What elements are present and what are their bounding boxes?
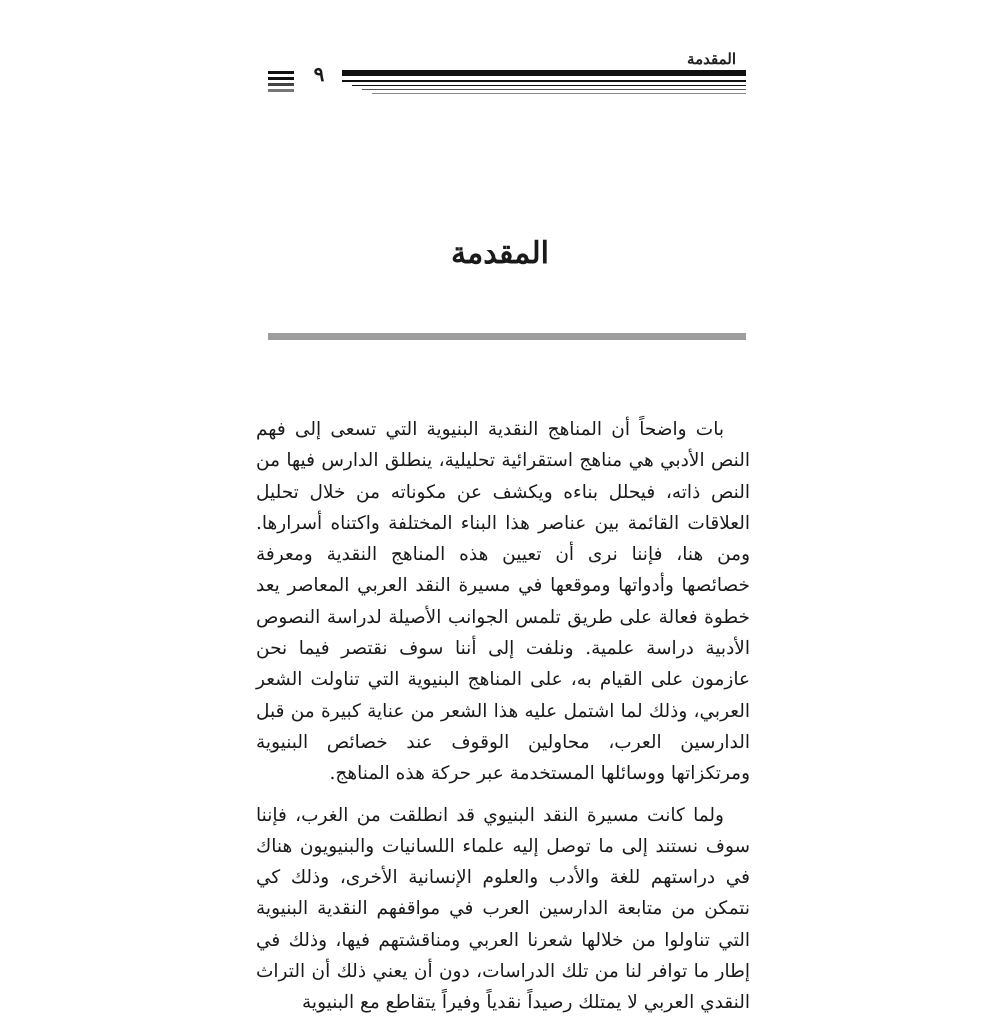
header-rule-line: [342, 80, 746, 82]
page-number: ٩: [313, 62, 325, 86]
paragraph: ولما كانت مسيرة النقد البنيوي قد انطلقت من الغرب، فإننا سوف نستند إلى ما توصل إليه علماء اللسانيات والبنيويون هناك في دراستهم للغة والأدب والعلوم الإنسانية الأخرى، وذلك كي نتمكن من متابعة الدارسين العرب في مواقفهم النقدية البنيوية التي تناولوا من خلالها شعرنا العربي ومناقشتهم فيها، وذلك في إطار ما توافر لنا من تلك الدراسات، دون أن يعني ذلك أن التراث النقدي العربي لا يمتلك رصيداً نقدياً وفيراً يتقاطع مع البنيوية: [256, 804, 750, 1014]
body-text: [256, 414, 750, 1019]
header-stripes: [268, 71, 294, 95]
header-rule-line: [362, 89, 746, 90]
paragraph: بات واضحاً أن المناهج النقدية البنيوية التي تسعى إلى فهم النص الأدبي هي مناهج استقرائية تحليلية، ينطلق الدارس فيها من النص ذاته، فيحلل بناءه ويكشف عن مكوناته من خلال تحليل العلاقات القائمة بين عناصر هذا البناء المختلفة واكتناه أسرارها. ومن هنا، فإننا نرى أن تعيين هذه المناهج النقدية ومعرفة خصائصها وأدواتها وموقعها في مسيرة النقد العربي المعاصر يعد خطوة فعالة على طريق تلمس الجوانب الأصيلة لدراسة النصوص الأدبية دراسة علمية. ونلفت إلى أننا سوف نقتصر فيما نحن عازمون على القيام به، على المناهج البنيوية التي تناولت الشعر العربي، وذلك لما اشتمل عليه هذا الشعر من عناية كبيرة من قبل الدارسين العرب، محاولين الوقوف عند خصائص البنيوية ومرتكزاتها ووسائلها المستخدمة عبر حركة هذه المناهج.: [256, 419, 750, 785]
header-rule: [342, 70, 746, 76]
header-rule-line: [372, 93, 746, 94]
chapter-title: المقدمة: [451, 236, 549, 271]
title-rule: [268, 333, 746, 340]
running-title: المقدمة: [687, 50, 736, 68]
header-rule-line: [352, 85, 746, 86]
